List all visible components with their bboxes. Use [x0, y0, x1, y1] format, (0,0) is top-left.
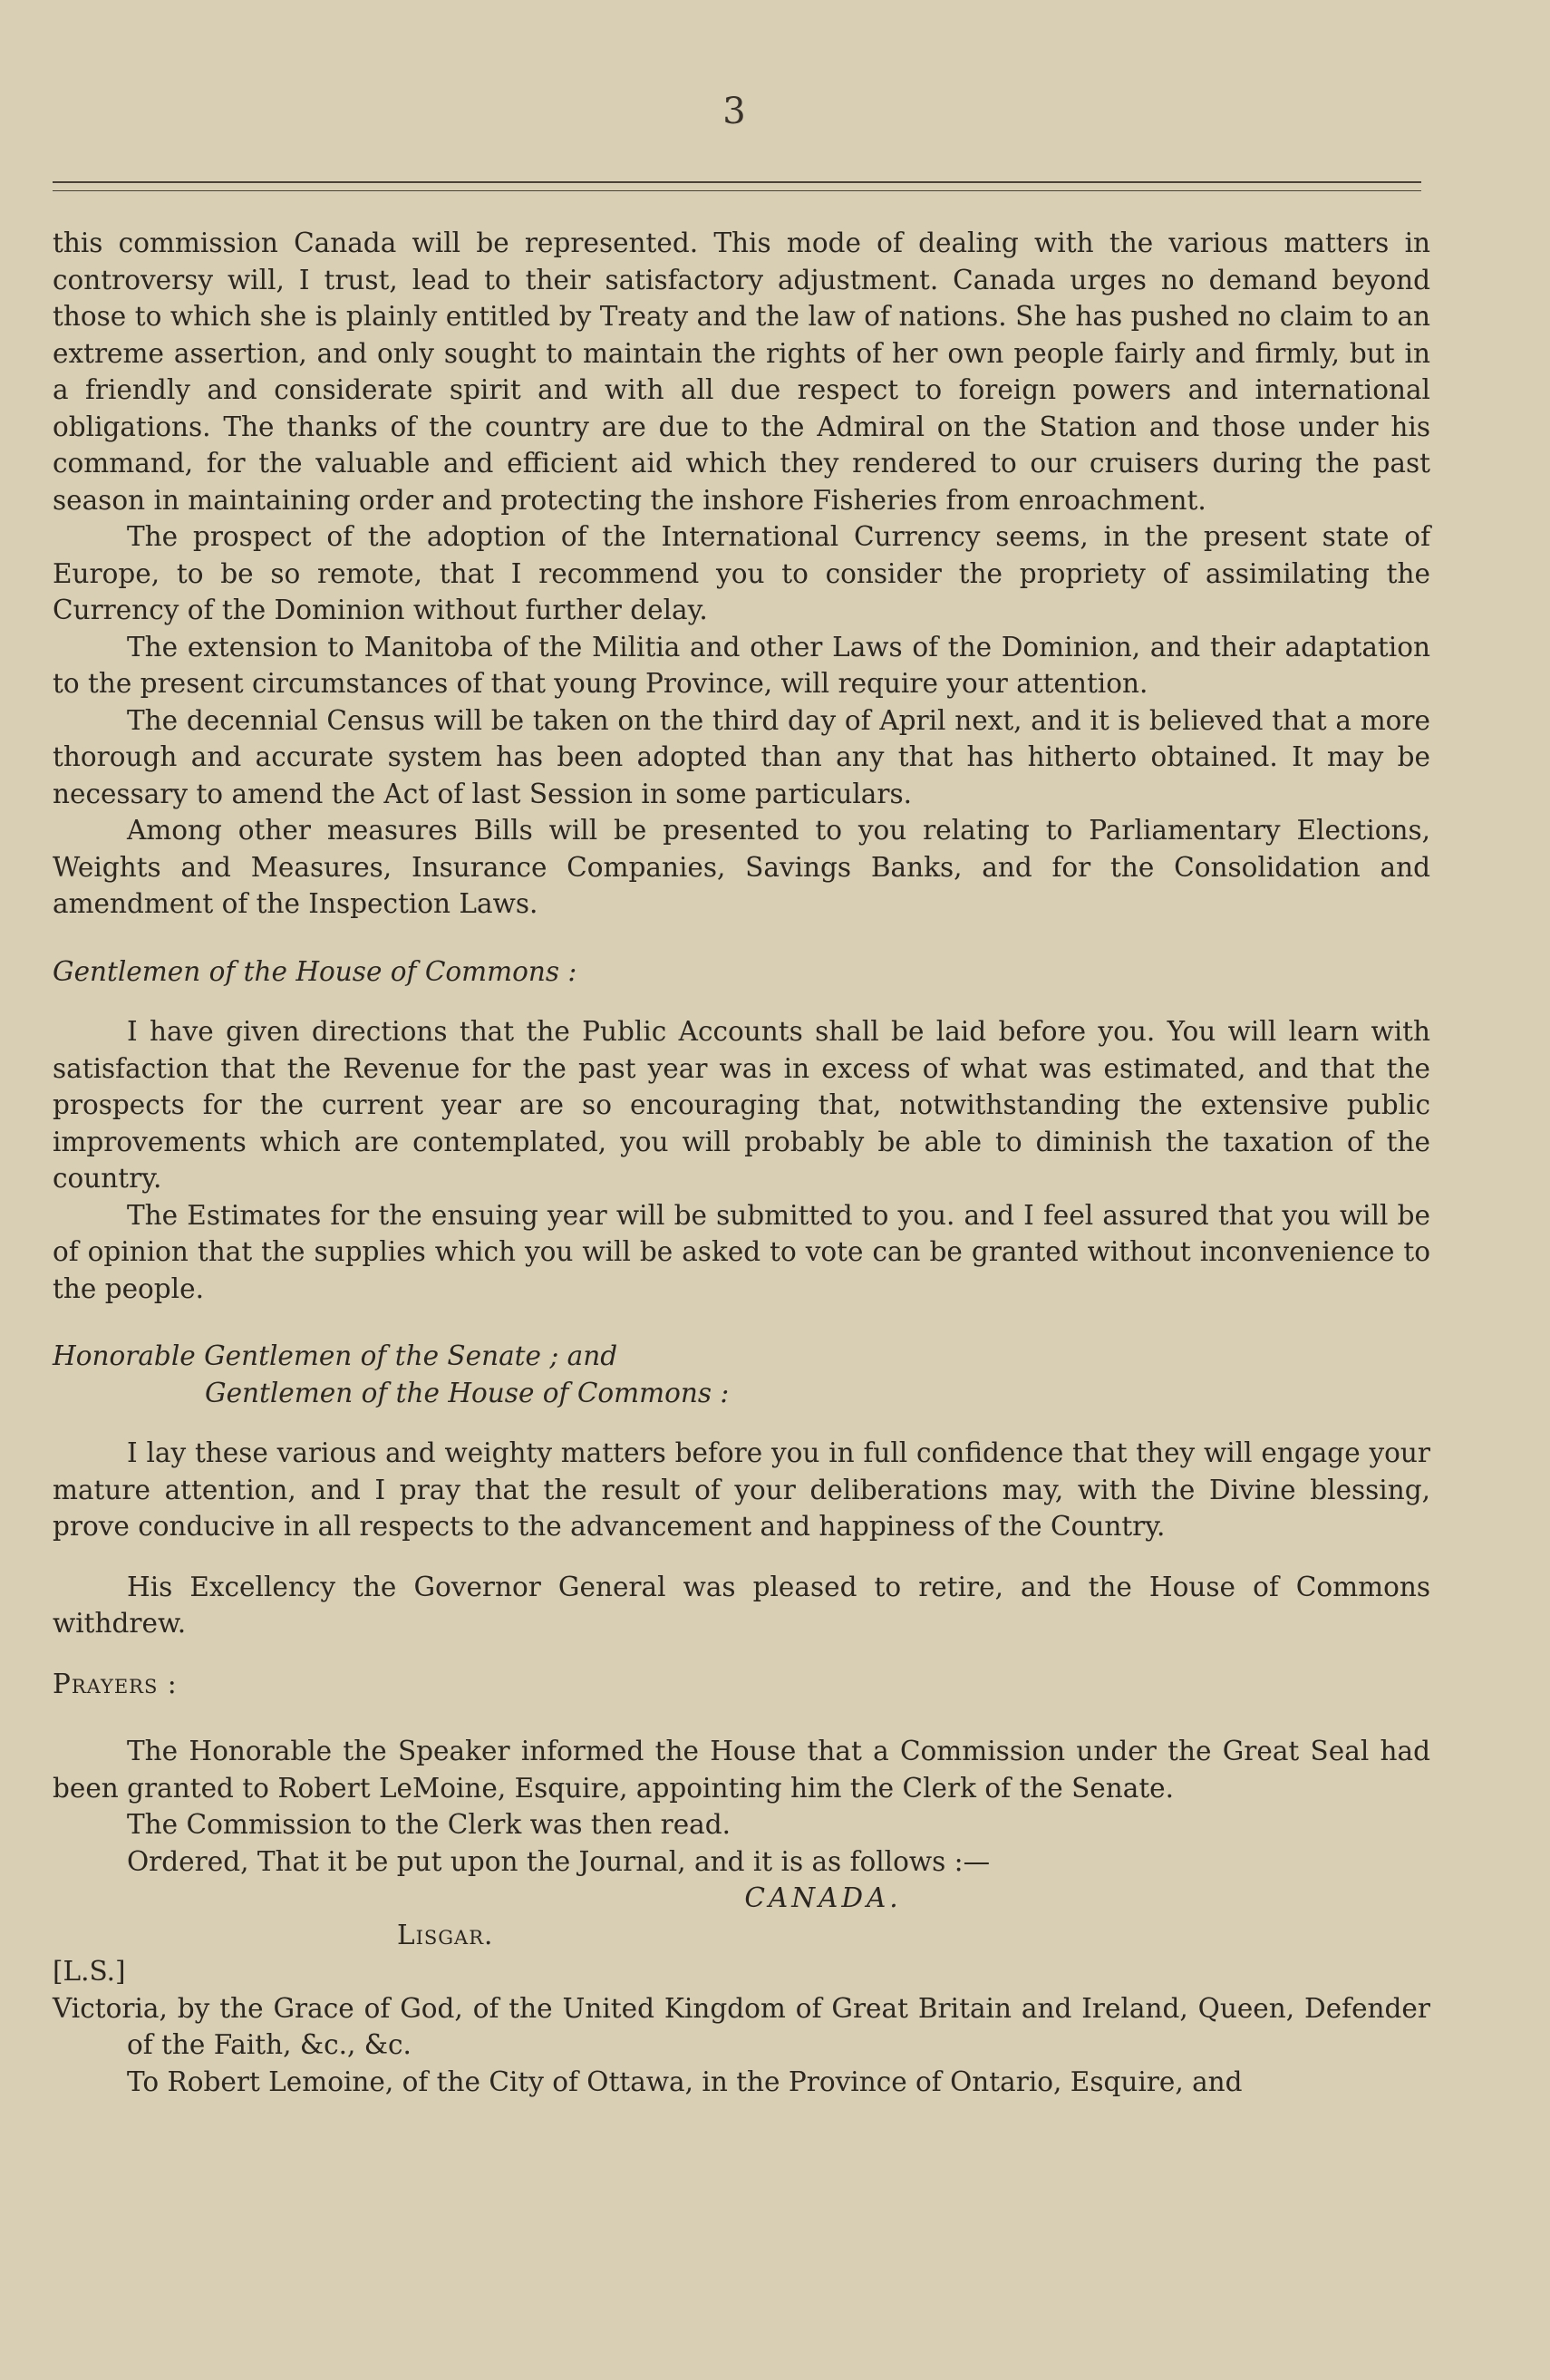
- section-heading: Prayers :: [53, 1668, 178, 1699]
- paragraph: The extension to Manitoba of the Militia and other Laws of the Dominion, and their adaptation to the present circumstances of that young Province, will require your attention.: [53, 631, 1430, 699]
- section-heading: Gentlemen of the House of Commons :: [53, 955, 577, 987]
- paragraph: The Commission to the Clerk was then read.: [127, 1809, 731, 1840]
- signature-lisgar: Lisgar.: [397, 1919, 494, 1950]
- paragraph: Victoria, by the Grace of God, of the United Kingdom of Great Britain and Ireland, Queen, Defender of the Faith, &c., &c.: [53, 1992, 1430, 2060]
- paragraph: Ordered, That it be put upon the Journal, and it is as follows :—: [127, 1845, 991, 1877]
- heading-canada: CANADA.: [744, 1882, 902, 1913]
- header-rule-thin: [53, 190, 1421, 191]
- body-text: [53, 225, 1430, 2100]
- paragraph: Among other measures Bills will be presented to you relating to Parliamentary Elections, Weights and Measures, Insurance Companies, Savings Banks, and for the Consolidation and amendment of the Inspection Laws.: [53, 815, 1430, 919]
- page-number: 3: [722, 91, 746, 132]
- paragraph: The Honorable the Speaker informed the House that a Commission under the Great Seal had been granted to Robert LeMoine, Esquire, appointing him the Clerk of the Senate.: [53, 1736, 1430, 1804]
- paragraph: The decennial Census will be taken on the third day of April next, and it is believed that a more thorough and accurate system has been adopted than any that has hitherto obtained. It may be necessary to amend the Act of last Session in some particulars.: [53, 704, 1430, 809]
- paragraph: The prospect of the adoption of the International Currency seems, in the present state of Europe, to be so remote, that I recommend you to consider the propriety of assimilating the Currency of the Dominion without further delay.: [53, 521, 1430, 625]
- paragraph: To Robert Lemoine, of the City of Ottawa, in the Province of Ontario, Esquire, and: [127, 2066, 1243, 2097]
- paragraph: I lay these various and weighty matters before you in full confidence that they will engage your mature attention, and I pray that the result of your deliberations may, with the Divine blessing, prove conducive in all respects to the advancement and happiness of the Country.: [53, 1437, 1430, 1542]
- paragraph: The Estimates for the ensuing year will be submitted to you. and I feel assured that you will be of opinion that the supplies which you will be asked to vote can be granted without inconvenience to the people.: [53, 1199, 1430, 1304]
- paragraph: His Excellency the Governor General was pleased to retire, and the House of Commons withdrew.: [53, 1571, 1430, 1639]
- header-rule: [53, 181, 1421, 183]
- section-heading: Honorable Gentlemen of the Senate ; and: [53, 1340, 618, 1371]
- section-heading: Gentlemen of the House of Commons :: [205, 1377, 730, 1408]
- paragraph: this commission Canada will be represented. This mode of dealing with the various matters in controversy will, I trust, lead to their satisfactory adjustment. Canada urges no demand beyond those to which she is plainly entitled by Treaty and the law of nations. She has pushed no claim to an extreme assertion, and only sought to maintain the rights of her own people fairly and firmly, but in a friendly and considerate spirit and with all due respect to foreign powers and international obligations. The thanks of the country are due to the Admiral on the Station and those under his command, for the valuable and efficient aid which they rendered to our cruisers during the past season in maintaining order and protecting the inshore Fisheries from enroachment.: [53, 227, 1430, 516]
- seal-mark: [L.S.]: [53, 1956, 126, 1987]
- paragraph: I have given directions that the Public Accounts shall be laid before you. You will learn with satisfaction that the Revenue for the past year was in excess of what was estimated, and that the prospects for the current year are so encouraging that, notwithstanding the extensive public improvements which are contemplated, you will probably be able to diminish the taxation of the country.: [53, 1016, 1430, 1194]
